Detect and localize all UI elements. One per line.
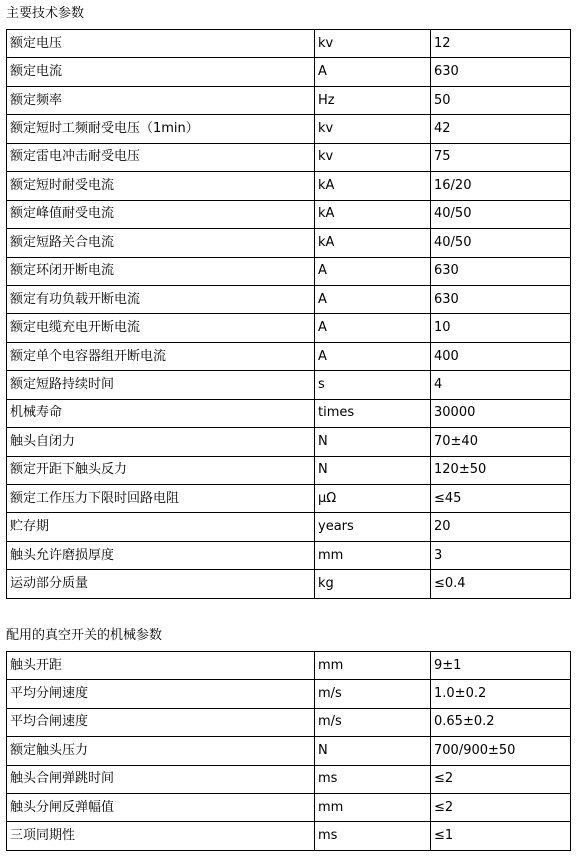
param-value-cell: 630 (431, 257, 571, 285)
table-row (7, 58, 571, 86)
param-unit-cell: N (315, 456, 431, 484)
table-row (7, 737, 571, 765)
param-unit-cell: times (315, 399, 431, 427)
param-unit-cell: kv (315, 143, 431, 171)
param-name-cell: 触头分闸反弹幅值 (7, 793, 315, 821)
param-value-cell: 630 (431, 285, 571, 313)
param-value-cell: 12 (431, 30, 571, 58)
table-row (7, 257, 571, 285)
param-unit-cell: N (315, 737, 431, 765)
param-value-cell: 20 (431, 513, 571, 541)
param-name-cell: 额定短路持续时间 (7, 371, 315, 399)
param-name-cell: 额定单个电容器组开断电流 (7, 342, 315, 370)
param-name-cell: 额定环闭开断电流 (7, 257, 315, 285)
param-unit-cell: kA (315, 229, 431, 257)
param-unit-cell: mm (315, 793, 431, 821)
param-unit-cell: A (315, 314, 431, 342)
param-name-cell: 额定短时耐受电流 (7, 172, 315, 200)
param-name-cell: 额定工作压力下限时回路电阻 (7, 485, 315, 513)
param-value-cell: ≤45 (431, 485, 571, 513)
param-unit-cell: years (315, 513, 431, 541)
param-unit-cell: A (315, 285, 431, 313)
param-name-cell: 触头合闸弹跳时间 (7, 765, 315, 793)
param-name-cell: 额定短时工频耐受电压（1min） (7, 115, 315, 143)
param-unit-cell: ms (315, 765, 431, 793)
table-row (7, 229, 571, 257)
param-name-cell: 触头开距 (7, 652, 315, 680)
param-name-cell: 额定有功负载开断电流 (7, 285, 315, 313)
param-unit-cell: kg (315, 570, 431, 598)
param-value-cell: 4 (431, 371, 571, 399)
param-value-cell: 16/20 (431, 172, 571, 200)
table-row (7, 680, 571, 708)
table-row (7, 765, 571, 793)
param-unit-cell: A (315, 58, 431, 86)
table-row (7, 541, 571, 569)
table-row (7, 342, 571, 370)
param-unit-cell: m/s (315, 680, 431, 708)
main-parameters-table (6, 29, 571, 599)
param-name-cell: 平均合闸速度 (7, 708, 315, 736)
vacuum-switch-parameters-table (6, 651, 571, 851)
param-unit-cell: kA (315, 200, 431, 228)
param-unit-cell: kA (315, 172, 431, 200)
param-unit-cell: A (315, 257, 431, 285)
table-row (7, 399, 571, 427)
table-row (7, 513, 571, 541)
param-name-cell: 额定触头压力 (7, 737, 315, 765)
table-row (7, 456, 571, 484)
table-row (7, 371, 571, 399)
param-name-cell: 贮存期 (7, 513, 315, 541)
param-unit-cell: Hz (315, 86, 431, 114)
table-row (7, 314, 571, 342)
param-unit-cell: A (315, 342, 431, 370)
param-name-cell: 额定开距下触头反力 (7, 456, 315, 484)
table-row (7, 285, 571, 313)
param-value-cell: 10 (431, 314, 571, 342)
param-value-cell: 9±1 (431, 652, 571, 680)
param-value-cell: 30000 (431, 399, 571, 427)
param-value-cell: 40/50 (431, 229, 571, 257)
param-value-cell: ≤2 (431, 765, 571, 793)
param-unit-cell: kv (315, 115, 431, 143)
table-row (7, 86, 571, 114)
param-name-cell: 触头自闭力 (7, 428, 315, 456)
param-unit-cell: N (315, 428, 431, 456)
param-value-cell: 3 (431, 541, 571, 569)
param-name-cell: 触头允许磨损厚度 (7, 541, 315, 569)
param-value-cell: 1.0±0.2 (431, 680, 571, 708)
table-row (7, 822, 571, 850)
param-unit-cell: s (315, 371, 431, 399)
param-value-cell: 630 (431, 58, 571, 86)
param-value-cell: 50 (431, 86, 571, 114)
param-value-cell: 400 (431, 342, 571, 370)
table-row (7, 652, 571, 680)
table-row (7, 428, 571, 456)
param-name-cell: 额定电压 (7, 30, 315, 58)
param-value-cell: 40/50 (431, 200, 571, 228)
param-value-cell: 700/900±50 (431, 737, 571, 765)
param-value-cell: ≤1 (431, 822, 571, 850)
section-title-vacuum-switch-parameters: 配用的真空开关的机械参数 (6, 628, 163, 643)
param-name-cell: 运动部分质量 (7, 570, 315, 598)
param-unit-cell: m/s (315, 708, 431, 736)
param-name-cell: 平均分闸速度 (7, 680, 315, 708)
table-row (7, 115, 571, 143)
param-name-cell: 三项同期性 (7, 822, 315, 850)
param-value-cell: 0.65±0.2 (431, 708, 571, 736)
param-unit-cell: kv (315, 30, 431, 58)
param-unit-cell: μΩ (315, 485, 431, 513)
table-row (7, 485, 571, 513)
section-title-main-parameters: 主要技术参数 (6, 6, 85, 21)
param-name-cell: 机械寿命 (7, 399, 315, 427)
param-unit-cell: ms (315, 822, 431, 850)
param-name-cell: 额定电缆充电开断电流 (7, 314, 315, 342)
table-row (7, 708, 571, 736)
param-name-cell: 额定电流 (7, 58, 315, 86)
table-row (7, 30, 571, 58)
param-name-cell: 额定峰值耐受电流 (7, 200, 315, 228)
param-unit-cell: mm (315, 541, 431, 569)
param-value-cell: 42 (431, 115, 571, 143)
table-row (7, 570, 571, 598)
param-unit-cell: mm (315, 652, 431, 680)
table-row (7, 793, 571, 821)
param-value-cell: ≤0.4 (431, 570, 571, 598)
table-row (7, 200, 571, 228)
param-name-cell: 额定频率 (7, 86, 315, 114)
param-value-cell: 120±50 (431, 456, 571, 484)
table-row (7, 172, 571, 200)
param-name-cell: 额定雷电冲击耐受电压 (7, 143, 315, 171)
table-row (7, 143, 571, 171)
param-name-cell: 额定短路关合电流 (7, 229, 315, 257)
param-value-cell: 70±40 (431, 428, 571, 456)
param-value-cell: ≤2 (431, 793, 571, 821)
param-value-cell: 75 (431, 143, 571, 171)
